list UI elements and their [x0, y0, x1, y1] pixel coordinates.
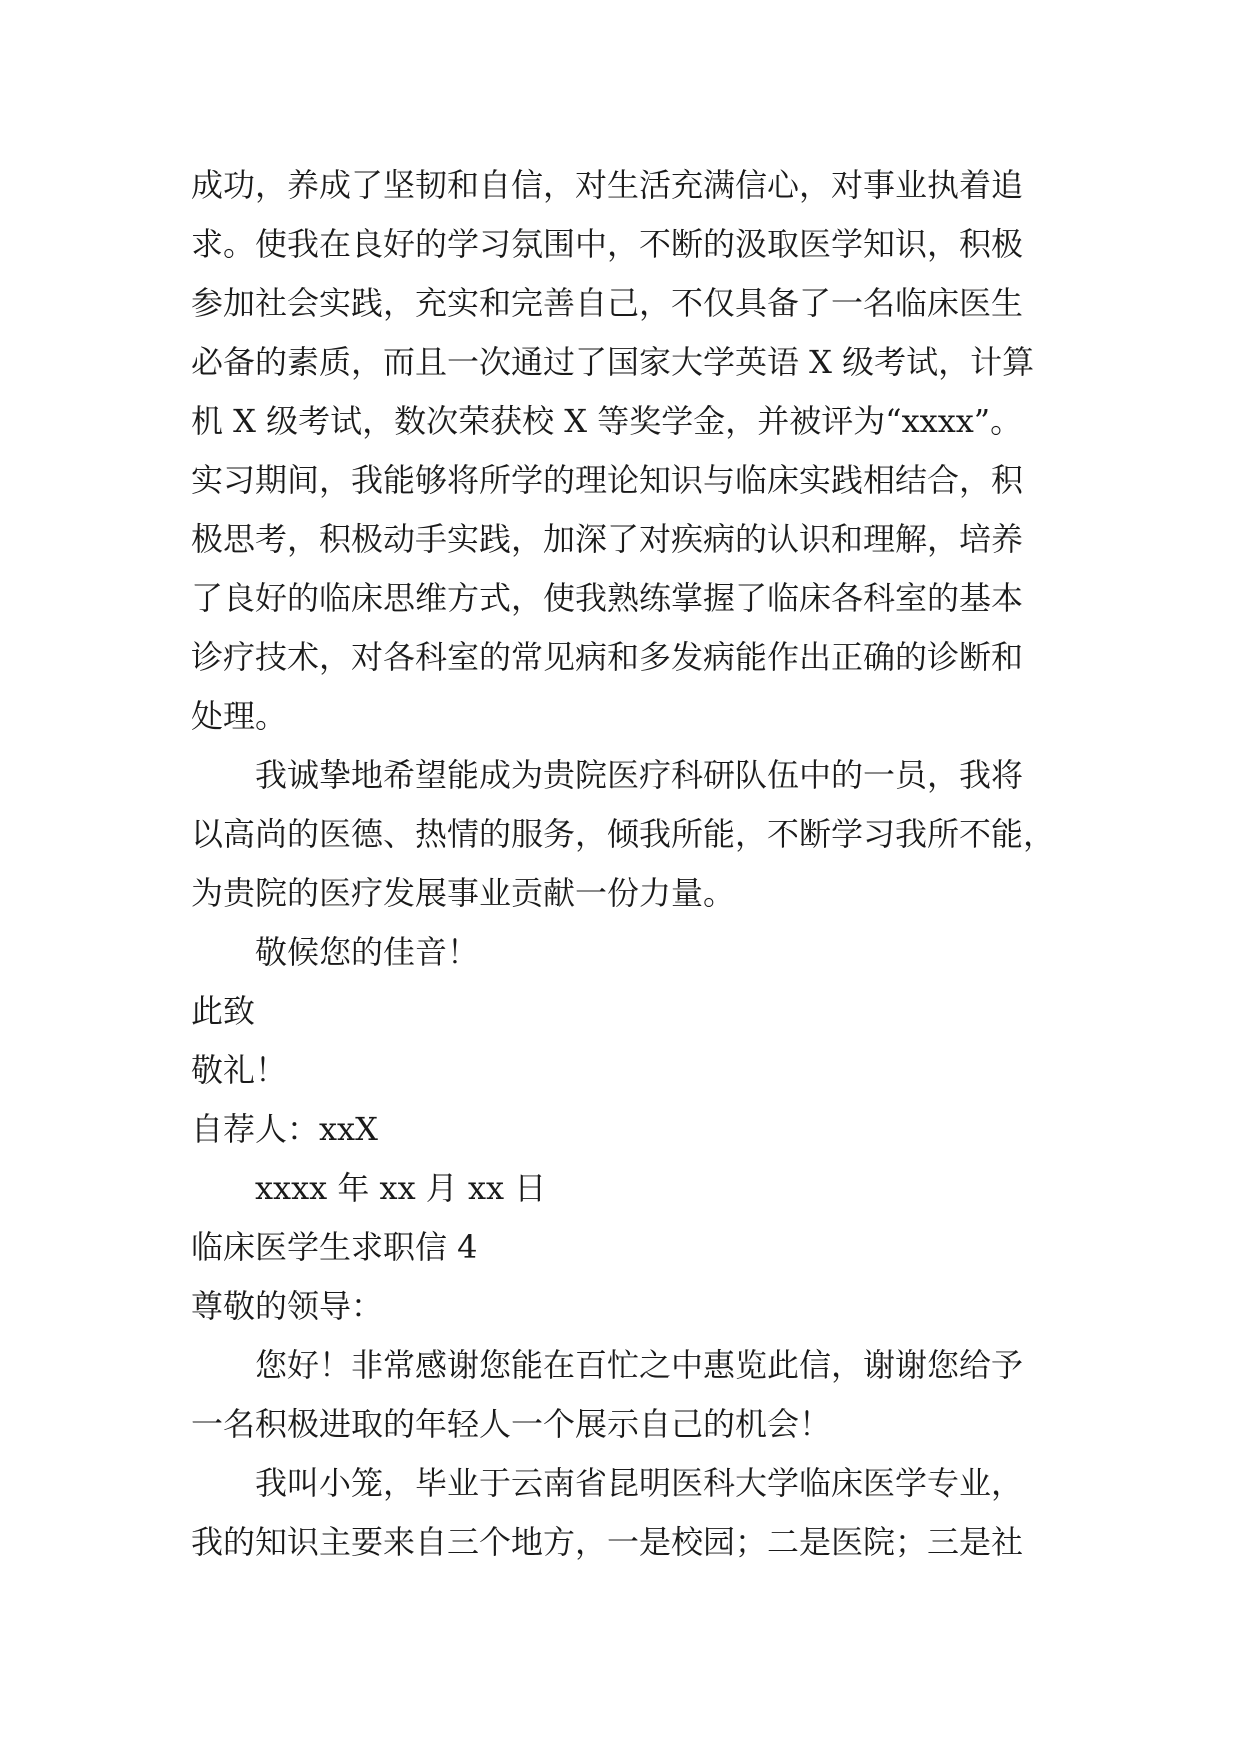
- text-line: 处理。: [191, 697, 288, 735]
- paragraph-start-line: 我诚挚地希望能成为贵院医疗科研队伍中的一员，我将: [255, 756, 1024, 794]
- salutation-ci-zhi: 此致: [191, 992, 256, 1030]
- paragraph-start-line: 我叫小笼，毕业于云南省昆明医科大学临床医学专业，: [255, 1464, 1024, 1502]
- text-line: 成功，养成了坚韧和自信，对生活充满信心，对事业执着追: [191, 166, 1024, 204]
- text-line: 诊疗技术，对各科室的常见病和多发病能作出正确的诊断和: [191, 638, 1024, 676]
- text-line: 实习期间，我能够将所学的理论知识与临床实践相结合，积: [191, 461, 1024, 499]
- text-line: 了良好的临床思维方式，使我熟练掌握了临床各科室的基本: [191, 579, 1024, 617]
- text-line: 机 X 级考试，数次荣获校 X 等奖学金，并被评为“xxxx”。: [191, 402, 1023, 440]
- text-line: 极思考，积极动手实践，加深了对疾病的认识和理解，培养: [191, 520, 1024, 558]
- salutation-jing-li: 敬礼！: [191, 1051, 288, 1089]
- text-line: 求。使我在良好的学习氛围中，不断的汲取医学知识，积极: [191, 225, 1024, 263]
- text-line: 以高尚的医德、热情的服务，倾我所能，不断学习我所不能，: [191, 815, 1056, 853]
- section-title: 临床医学生求职信 4: [191, 1228, 478, 1266]
- text-line: 参加社会实践，充实和完善自己，不仅具备了一名临床医生: [191, 284, 1024, 322]
- text-line: 为贵院的医疗发展事业贡献一份力量。: [191, 874, 736, 912]
- closing-remark: 敬候您的佳音！: [255, 933, 480, 971]
- date-line: xxxx 年 xx 月 xx 日: [255, 1169, 547, 1207]
- text-line: 我的知识主要来自三个地方，一是校园；二是医院；三是社: [191, 1523, 1024, 1561]
- greeting-line: 尊敬的领导：: [191, 1287, 384, 1325]
- text-line: 一名积极进取的年轻人一个展示自己的机会！: [191, 1405, 832, 1443]
- signature-line: 自荐人：xxX: [191, 1110, 378, 1148]
- paragraph-start-line: 您好！非常感谢您能在百忙之中惠览此信，谢谢您给予: [255, 1346, 1024, 1384]
- text-line: 必备的素质，而且一次通过了国家大学英语 X 级考试，计算: [191, 343, 1035, 381]
